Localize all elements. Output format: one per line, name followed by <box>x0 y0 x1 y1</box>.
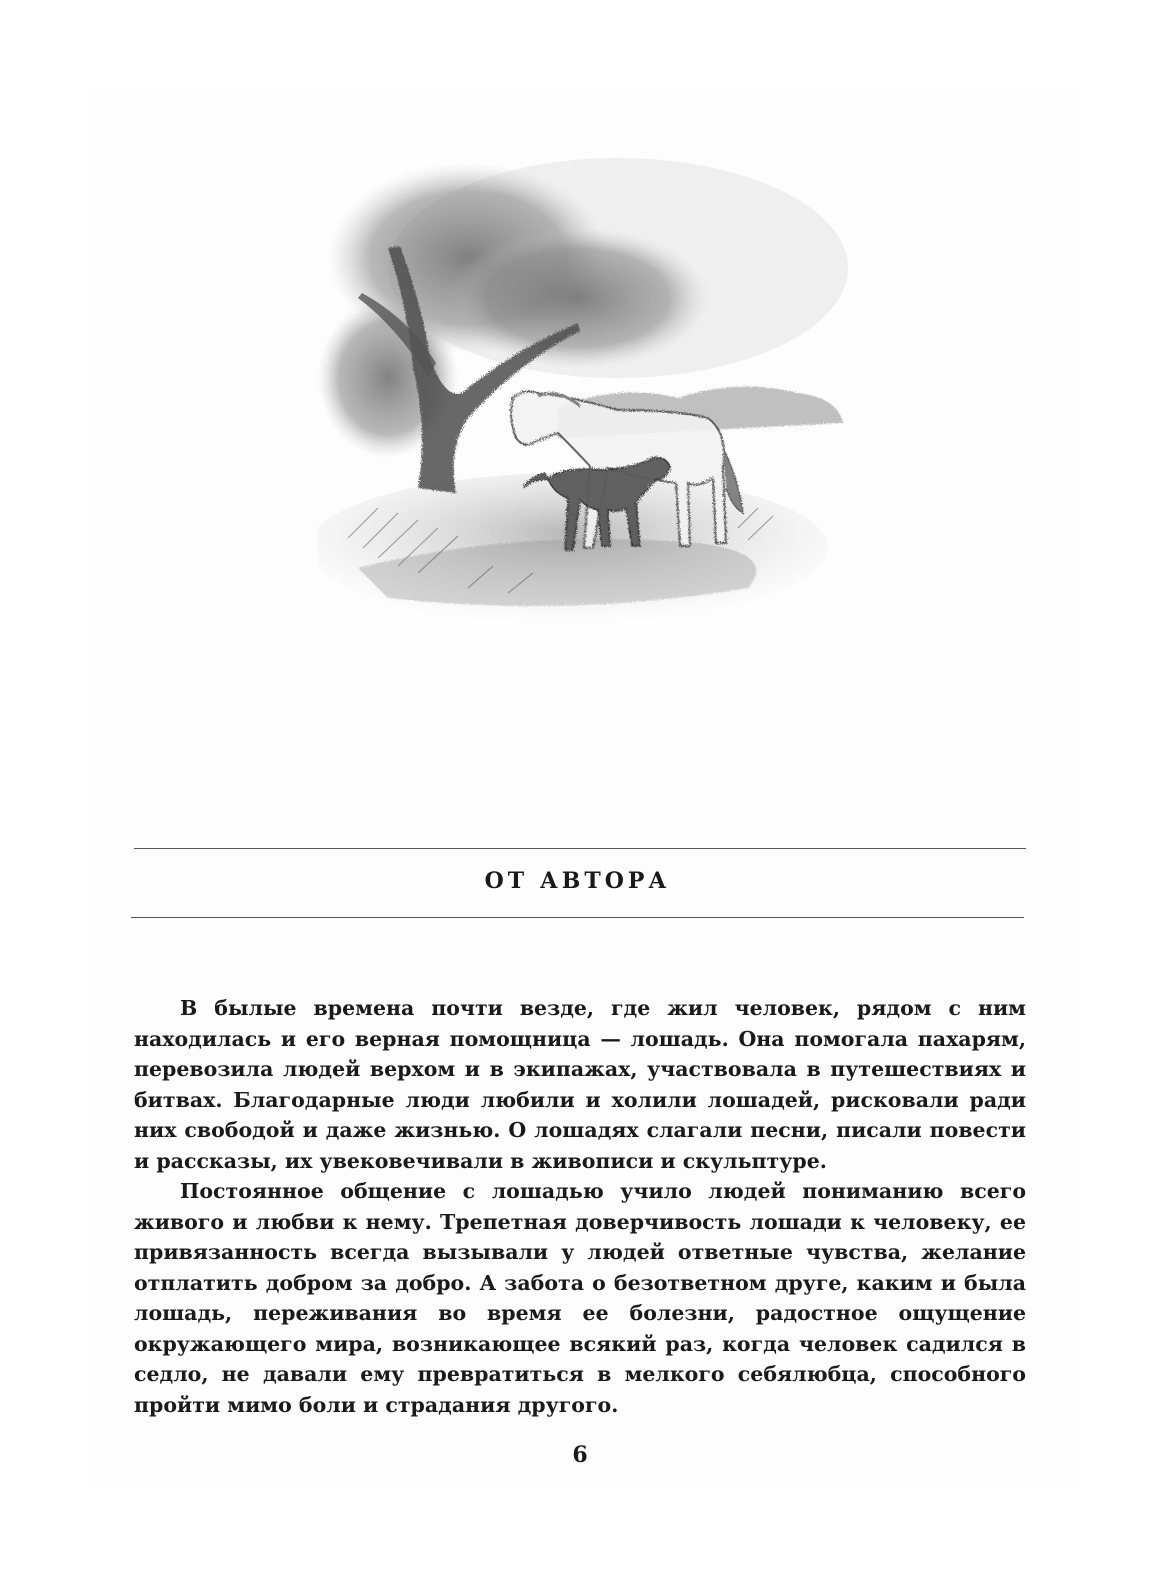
paragraph-1: В былые времена почти везде, где жил человек, рядом с ним находилась и его верная помощница — лошадь. Она помогала пахарям, перевозила людей верхом и в экипажах, участвовала в путешествиях и битвах. Благодарные люди любили и холили лошадей, рисковали ради них свободой и даже жизнью. О лошадях слагали песни, писали повести и рассказы, их увековечивали в живописи и скульптуре. <box>134 996 1026 1173</box>
paragraph-2: Постоянное общение с лошадью учило людей пониманию всего живого и любви к нему. Трепетная доверчивость лошади к человеку, ее привязанность всегда вызывали у людей ответные чувства, желание отплатить добром за добро. А забота о безответном друге, каким и была лошадь, переживания во время ее болезни, радостное ощущение окружающего мира, возникающее всякий раз, когда человек садился в седло, не давали ему превратиться в мелкого себялюбца, способного пройти мимо боли и страдания другого. <box>134 1179 1026 1417</box>
body-text <box>134 993 1026 1420</box>
section-title: ОТ АВТОРА <box>484 868 671 894</box>
horse-and-foal-illustration <box>318 148 848 618</box>
title-rule-top <box>134 848 1026 849</box>
page-number: 6 <box>572 1442 588 1468</box>
title-rule-bottom <box>131 917 1024 918</box>
tree-crown-right <box>448 228 708 368</box>
